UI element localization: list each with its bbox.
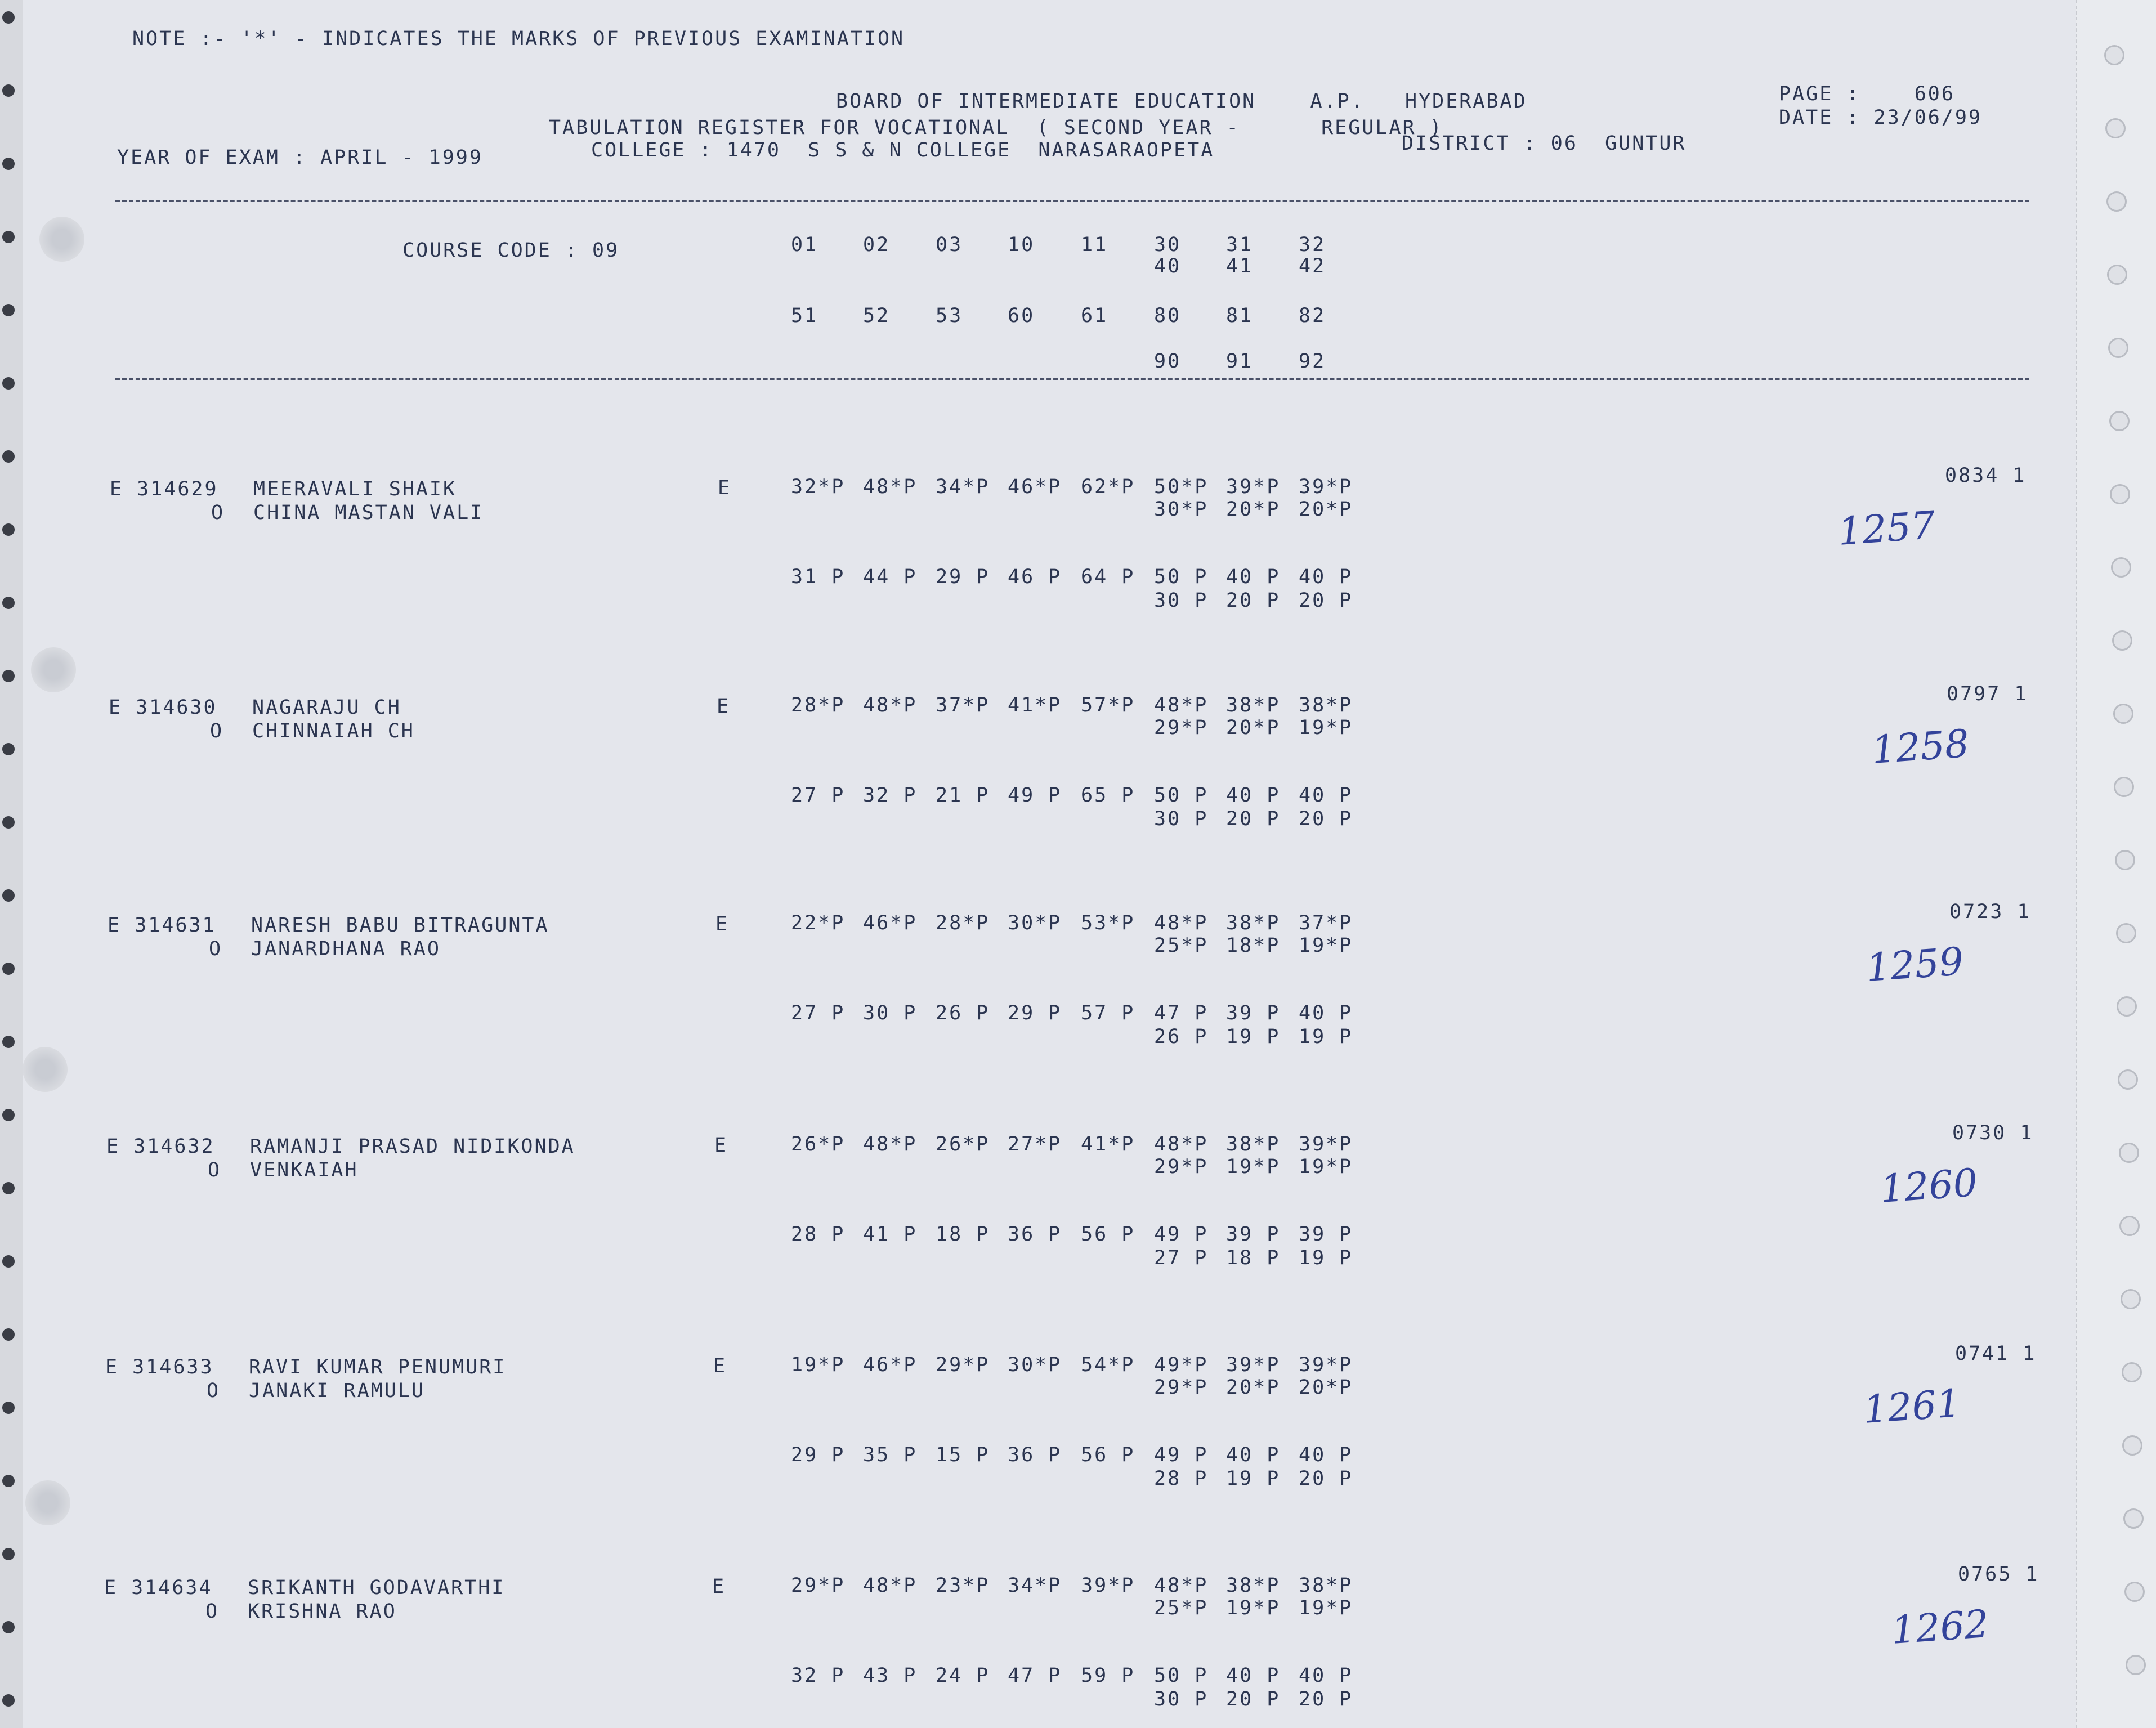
mark-cell: 20*P <box>1226 498 1281 521</box>
mark-cell: 30 P <box>1154 808 1209 830</box>
mark-cell: 19*P <box>1299 934 1353 957</box>
feed-hole <box>2 963 15 975</box>
mark-cell: 29*P <box>1154 1376 1209 1399</box>
feed-hole <box>2115 850 2135 870</box>
feed-hole <box>2111 557 2131 578</box>
feed-hole <box>2119 1143 2139 1163</box>
mark-cell: 19 P <box>1226 1026 1281 1048</box>
feed-hole <box>2 1328 15 1341</box>
handwritten-serial: 1261 <box>1862 1381 1962 1432</box>
mark-cell: 40 P <box>1226 1444 1281 1466</box>
subject-code: 40 <box>1154 255 1182 277</box>
mark-cell: 48*P <box>863 476 918 498</box>
mark-cell: 40 P <box>1299 1664 1353 1687</box>
subject-code: 80 <box>1154 305 1182 327</box>
feed-hole <box>2 670 15 682</box>
medium: E <box>714 1134 728 1157</box>
handwritten-serial: 1259 <box>1864 939 1965 991</box>
mark-cell: 29*P <box>1154 717 1209 739</box>
mark-cell: 53*P <box>1081 912 1135 934</box>
mark-cell: 57*P <box>1081 694 1135 717</box>
mark-cell: 38*P <box>1226 1574 1281 1597</box>
father-prefix: O <box>208 1159 222 1181</box>
mark-cell: 20 P <box>1299 1467 1353 1490</box>
mark-cell: 64 P <box>1081 566 1135 588</box>
mark-cell: 30 P <box>863 1002 918 1024</box>
punch-hole <box>39 217 84 262</box>
mark-cell: 40 P <box>1299 1002 1353 1024</box>
mark-cell: 34*P <box>1008 1574 1062 1597</box>
mark-cell: 27 P <box>1154 1247 1209 1269</box>
medium: E <box>715 913 730 935</box>
subject-code: 91 <box>1226 350 1254 373</box>
mark-cell: 32*P <box>791 476 846 498</box>
feed-hole <box>2 1255 15 1268</box>
feed-hole <box>2 1036 15 1048</box>
feed-hole <box>2112 630 2132 651</box>
mark-cell: 28*P <box>791 694 846 717</box>
mark-cell: 57 P <box>1081 1002 1135 1024</box>
mark-cell: 39 P <box>1226 1223 1281 1246</box>
mark-cell: 18*P <box>1226 934 1281 957</box>
subject-code: 90 <box>1154 350 1182 373</box>
feed-hole <box>2 523 15 536</box>
mark-cell: 19*P <box>1226 1597 1281 1619</box>
student-id: E 314630 <box>109 696 217 719</box>
feed-hole <box>2110 484 2130 504</box>
mark-cell: 19 P <box>1299 1026 1353 1048</box>
punch-hole <box>23 1047 68 1092</box>
feed-hole <box>2126 1655 2146 1675</box>
feed-hole <box>2117 996 2137 1017</box>
note-line: NOTE :- '*' - INDICATES THE MARKS OF PREVIOUS EXAMINATION <box>132 28 905 50</box>
mark-cell: 39*P <box>1299 1133 1353 1156</box>
mark-cell: 43 P <box>863 1664 918 1687</box>
mark-cell: 25*P <box>1154 1597 1209 1619</box>
mark-cell: 29 P <box>791 1444 846 1466</box>
handwritten-serial: 1257 <box>1836 503 1937 554</box>
mark-cell: 24 P <box>936 1664 990 1687</box>
mark-cell: 38*P <box>1226 1133 1281 1156</box>
feed-hole <box>2 450 15 463</box>
feed-hole <box>2122 1435 2142 1456</box>
mark-cell: 39*P <box>1226 1354 1281 1376</box>
student-id: E 314633 <box>105 1356 214 1378</box>
mark-cell: 28 P <box>1154 1467 1209 1490</box>
mark-cell: 38*P <box>1299 1574 1353 1597</box>
mark-cell: 20*P <box>1299 498 1353 521</box>
student-name: RAVI KUMAR PENUMURI <box>249 1356 507 1378</box>
mark-cell: 29*P <box>1154 1156 1209 1178</box>
subject-code: 30 <box>1154 234 1182 256</box>
mark-cell: 20 P <box>1299 1688 1353 1711</box>
mark-cell: 29 P <box>936 566 990 588</box>
feed-hole <box>2124 1582 2145 1602</box>
mark-cell: 34*P <box>936 476 990 498</box>
subject-code: 60 <box>1008 305 1035 327</box>
header-rule-top <box>115 200 2029 202</box>
subject-code: 53 <box>936 305 963 327</box>
mark-cell: 26*P <box>936 1133 990 1156</box>
feed-hole <box>2105 118 2126 138</box>
medium: E <box>712 1575 726 1598</box>
student-name: RAMANJI PRASAD NIDIKONDA <box>250 1135 575 1158</box>
subject-code: 52 <box>863 305 891 327</box>
feed-hole <box>2123 1508 2144 1529</box>
feed-hole <box>2 304 15 316</box>
mark-cell: 48*P <box>1154 694 1209 717</box>
course-code-label: COURSE CODE : 09 <box>402 239 620 262</box>
mark-cell: 29*P <box>791 1574 846 1597</box>
father-prefix: O <box>205 1600 220 1623</box>
feed-hole <box>2104 45 2124 65</box>
medium: E <box>718 477 732 499</box>
father-name: CHINNAIAH CH <box>252 720 415 742</box>
mark-cell: 48*P <box>1154 1133 1209 1156</box>
mark-cell: 54*P <box>1081 1354 1135 1376</box>
total-marks: 0797 1 <box>1947 683 2028 705</box>
feed-hole <box>2 1402 15 1414</box>
mark-cell: 62*P <box>1081 476 1135 498</box>
mark-cell: 20 P <box>1226 1688 1281 1711</box>
mark-cell: 39*P <box>1226 476 1281 498</box>
mark-cell: 38*P <box>1299 694 1353 717</box>
mark-cell: 20*P <box>1299 1376 1353 1399</box>
mark-cell: 36 P <box>1008 1444 1062 1466</box>
mark-cell: 50*P <box>1154 476 1209 498</box>
mark-cell: 31 P <box>791 566 846 588</box>
mark-cell: 47 P <box>1008 1664 1062 1687</box>
subject-code: 31 <box>1226 234 1254 256</box>
punch-hole <box>25 1480 70 1525</box>
feed-hole <box>2 158 15 170</box>
mark-cell: 49*P <box>1154 1354 1209 1376</box>
feed-hole <box>2109 411 2130 431</box>
mark-cell: 36 P <box>1008 1223 1062 1246</box>
mark-cell: 27*P <box>1008 1133 1062 1156</box>
mark-cell: 47 P <box>1154 1002 1209 1024</box>
feed-hole <box>2 84 15 97</box>
total-marks: 0723 1 <box>1949 901 2031 923</box>
mark-cell: 30 P <box>1154 1688 1209 1711</box>
mark-cell: 29 P <box>1008 1002 1062 1024</box>
subject-code: 01 <box>791 234 818 256</box>
student-id: E 314634 <box>104 1577 213 1599</box>
total-marks: 0765 1 <box>1958 1563 2039 1586</box>
student-name: SRIKANTH GODAVARTHI <box>248 1577 506 1599</box>
mark-cell: 18 P <box>936 1223 990 1246</box>
mark-cell: 20 P <box>1226 589 1281 612</box>
mark-cell: 46 P <box>1008 566 1062 588</box>
mark-cell: 35 P <box>863 1444 918 1466</box>
handwritten-serial: 1260 <box>1878 1161 1979 1212</box>
mark-cell: 41*P <box>1008 694 1062 717</box>
father-name: JANARDHANA RAO <box>251 938 441 960</box>
mark-cell: 65 P <box>1081 784 1135 807</box>
header-rule-bottom <box>115 378 2029 380</box>
mark-cell: 50 P <box>1154 1664 1209 1687</box>
total-marks: 0730 1 <box>1952 1122 2034 1144</box>
feed-hole <box>2114 777 2134 797</box>
feed-hole <box>2 11 15 24</box>
mark-cell: 28*P <box>936 912 990 934</box>
student-id: E 314632 <box>106 1135 215 1158</box>
mark-cell: 32 P <box>863 784 918 807</box>
mark-cell: 48*P <box>863 1574 918 1597</box>
feed-hole <box>2 1182 15 1194</box>
mark-cell: 19*P <box>1226 1156 1281 1178</box>
mark-cell: 46*P <box>1008 476 1062 498</box>
mark-cell: 59 P <box>1081 1664 1135 1687</box>
mark-cell: 40 P <box>1226 1664 1281 1687</box>
register-title: TABULATION REGISTER FOR VOCATIONAL ( SECOND YEAR - REGULAR ) <box>549 117 1443 139</box>
feed-hole <box>2 1621 15 1633</box>
student-id: E 314631 <box>108 914 216 937</box>
subject-code: 92 <box>1299 350 1326 373</box>
mark-cell: 48*P <box>863 694 918 717</box>
mark-cell: 49 P <box>1008 784 1062 807</box>
mark-cell: 38*P <box>1226 912 1281 934</box>
feed-hole <box>2108 338 2128 358</box>
subject-code: 11 <box>1081 234 1108 256</box>
mark-cell: 25*P <box>1154 934 1209 957</box>
mark-cell: 37*P <box>1299 912 1353 934</box>
mark-cell: 39 P <box>1299 1223 1353 1246</box>
mark-cell: 30*P <box>1008 912 1062 934</box>
mark-cell: 46*P <box>863 1354 918 1376</box>
mark-cell: 27 P <box>791 784 846 807</box>
mark-cell: 20 P <box>1299 808 1353 830</box>
medium: E <box>713 1355 727 1377</box>
student-name: NARESH BABU BITRAGUNTA <box>251 914 549 937</box>
medium: E <box>717 695 731 718</box>
father-name: CHINA MASTAN VALI <box>253 502 484 524</box>
mark-cell: 19*P <box>1299 717 1353 739</box>
mark-cell: 56 P <box>1081 1223 1135 1246</box>
board-title: BOARD OF INTERMEDIATE EDUCATION A.P. HYDERABAD <box>836 90 1527 113</box>
mark-cell: 27 P <box>791 1002 846 1024</box>
mark-cell: 19*P <box>1299 1597 1353 1619</box>
feed-hole <box>2 1694 15 1707</box>
mark-cell: 46*P <box>863 912 918 934</box>
total-marks: 0741 1 <box>1955 1342 2037 1365</box>
mark-cell: 49 P <box>1154 1444 1209 1466</box>
subject-code: 61 <box>1081 305 1108 327</box>
subject-code: 32 <box>1299 234 1326 256</box>
feed-hole <box>2113 704 2133 724</box>
mark-cell: 48*P <box>1154 912 1209 934</box>
feed-hole <box>2 1548 15 1560</box>
mark-cell: 19 P <box>1299 1247 1353 1269</box>
mark-cell: 48*P <box>863 1133 918 1156</box>
feed-hole <box>2 743 15 755</box>
subject-code: 51 <box>791 305 818 327</box>
mark-cell: 21 P <box>936 784 990 807</box>
mark-cell: 15 P <box>936 1444 990 1466</box>
page-number: PAGE : 606 <box>1779 83 1955 105</box>
subject-code: 02 <box>863 234 891 256</box>
feed-hole <box>2107 265 2127 285</box>
mark-cell: 40 P <box>1299 1444 1353 1466</box>
mark-cell: 22*P <box>791 912 846 934</box>
feed-hole <box>2122 1362 2142 1382</box>
father-prefix: O <box>207 1380 221 1402</box>
mark-cell: 56 P <box>1081 1444 1135 1466</box>
student-id: E 314629 <box>110 478 218 500</box>
left-tractor-strip <box>0 0 23 1728</box>
handwritten-serial: 1258 <box>1870 722 1971 773</box>
mark-cell: 50 P <box>1154 566 1209 588</box>
student-name: NAGARAJU CH <box>252 696 401 719</box>
mark-cell: 44 P <box>863 566 918 588</box>
student-name: MEERAVALI SHAIK <box>253 478 457 500</box>
father-name: JANAKI RAMULU <box>249 1380 425 1402</box>
mark-cell: 39*P <box>1299 476 1353 498</box>
mark-cell: 48*P <box>1154 1574 1209 1597</box>
handwritten-serial: 1262 <box>1890 1602 1991 1653</box>
mark-cell: 41 P <box>863 1223 918 1246</box>
mark-cell: 23*P <box>936 1574 990 1597</box>
mark-cell: 30*P <box>1008 1354 1062 1376</box>
mark-cell: 40 P <box>1299 566 1353 588</box>
feed-hole <box>2 597 15 609</box>
feed-hole <box>2119 1216 2140 1236</box>
print-date: DATE : 23/06/99 <box>1779 106 1983 129</box>
college-line: COLLEGE : 1470 S S & N COLLEGE NARASARAOPETA <box>591 139 1215 162</box>
feed-hole <box>2 889 15 902</box>
mark-cell: 38*P <box>1226 694 1281 717</box>
mark-cell: 28 P <box>791 1223 846 1246</box>
feed-hole <box>2116 923 2136 943</box>
mark-cell: 20*P <box>1226 1376 1281 1399</box>
mark-cell: 30 P <box>1154 589 1209 612</box>
father-prefix: O <box>210 720 224 742</box>
subject-code: 10 <box>1008 234 1035 256</box>
subject-code: 81 <box>1226 305 1254 327</box>
mark-cell: 40 P <box>1226 566 1281 588</box>
subject-code: 41 <box>1226 255 1254 277</box>
feed-hole <box>2 231 15 243</box>
father-name: KRISHNA RAO <box>248 1600 397 1623</box>
mark-cell: 20*P <box>1226 717 1281 739</box>
subject-code: 82 <box>1299 305 1326 327</box>
mark-cell: 19*P <box>1299 1156 1353 1178</box>
mark-cell: 49 P <box>1154 1223 1209 1246</box>
subject-code: 03 <box>936 234 963 256</box>
mark-cell: 20 P <box>1299 589 1353 612</box>
mark-cell: 37*P <box>936 694 990 717</box>
feed-hole <box>2 816 15 829</box>
mark-cell: 26*P <box>791 1133 846 1156</box>
feed-hole <box>2 377 15 390</box>
total-marks: 0834 1 <box>1945 464 2027 487</box>
feed-hole <box>2106 191 2127 212</box>
mark-cell: 19*P <box>791 1354 846 1376</box>
mark-cell: 40 P <box>1226 784 1281 807</box>
father-prefix: O <box>211 502 225 524</box>
mark-cell: 40 P <box>1299 784 1353 807</box>
feed-hole <box>2118 1069 2138 1090</box>
feed-hole <box>2121 1289 2141 1309</box>
mark-cell: 30*P <box>1154 498 1209 521</box>
mark-cell: 18 P <box>1226 1247 1281 1269</box>
feed-hole <box>2 1475 15 1487</box>
mark-cell: 39*P <box>1081 1574 1135 1597</box>
mark-cell: 41*P <box>1081 1133 1135 1156</box>
mark-cell: 39*P <box>1299 1354 1353 1376</box>
subject-code: 42 <box>1299 255 1326 277</box>
punch-hole <box>31 647 76 692</box>
mark-cell: 26 P <box>1154 1026 1209 1048</box>
mark-cell: 20 P <box>1226 808 1281 830</box>
mark-cell: 39 P <box>1226 1002 1281 1024</box>
father-prefix: O <box>209 938 223 960</box>
feed-hole <box>2 1109 15 1121</box>
district-line: DISTRICT : 06 GUNTUR <box>1402 132 1687 155</box>
father-name: VENKAIAH <box>250 1159 359 1181</box>
mark-cell: 26 P <box>936 1002 990 1024</box>
year-of-exam: YEAR OF EXAM : APRIL - 1999 <box>117 146 483 169</box>
mark-cell: 19 P <box>1226 1467 1281 1490</box>
mark-cell: 50 P <box>1154 784 1209 807</box>
mark-cell: 32 P <box>791 1664 846 1687</box>
mark-cell: 29*P <box>936 1354 990 1376</box>
